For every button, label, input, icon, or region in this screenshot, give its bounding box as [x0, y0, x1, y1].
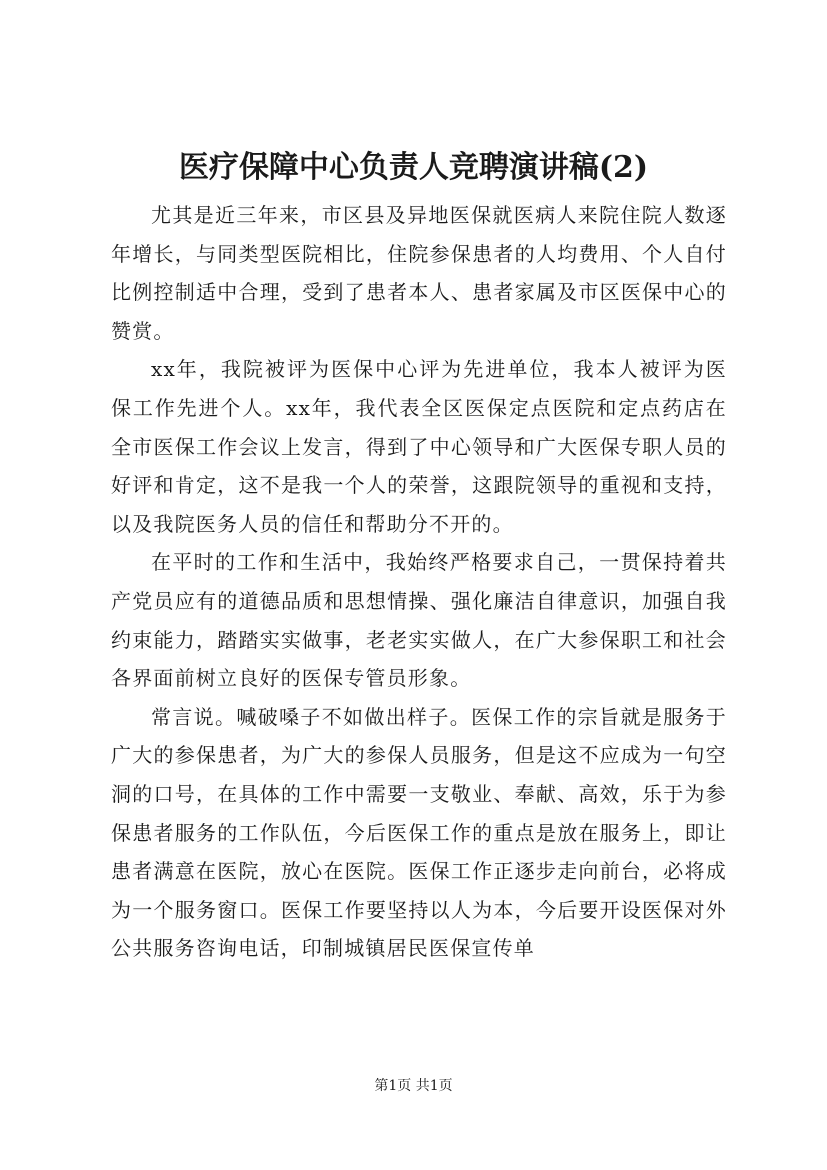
page-footer: 第1页 共1页 — [374, 1078, 453, 1094]
paragraph: 尤其是近三年来，市区县及异地医保就医病人来院住院人数逐年增长，与同类型医院相比，住院参保患者的人均费用、个人自付比例控制适中合理，受到了患者本人、患者家属及市区医保中心的赞赏。 — [111, 203, 727, 343]
document-title: 医疗保障中心负责人竞聘演讲稿(2) — [178, 150, 649, 185]
paragraph: xx年，我院被评为医保中心评为先进单位，我本人被评为医保工作先进个人。xx年，我代表全区医保定点医院和定点药店在全市医保工作会议上发言，得到了中心领导和广大医保专职人员的好评和肯定，这不是我一个人的荣誉，这跟院领导的重视和支持，以及我院医务人员的信任和帮助分不开的。 — [111, 357, 727, 536]
paragraph: 常言说。喊破嗓子不如做出样子。医保工作的宗旨就是服务于广大的参保患者，为广大的参保人员服务，但是这不应成为一句空洞的口号，在具体的工作中需要一支敬业、奉献、高效，乐于为参保患者服务的工作队伍，今后医保工作的重点是放在服务上，即让患者满意在医院，放心在医院。医保工作正逐步走向前台，必将成为一个服务窗口。医保工作要坚持以人为本，今后要开设医保对外公共服务咨询电话，印制城镇居民医保宣传单 — [111, 704, 727, 961]
paragraph: 在平时的工作和生活中，我始终严格要求自己，一贯保持着共产党员应有的道德品质和思想情操、强化廉洁自律意识，加强自我约束能力，踏踏实实做事，老老实实做人，在广大参保职工和社会各界面前树立良好的医保专管员形象。 — [111, 550, 727, 691]
document-body — [111, 196, 727, 968]
